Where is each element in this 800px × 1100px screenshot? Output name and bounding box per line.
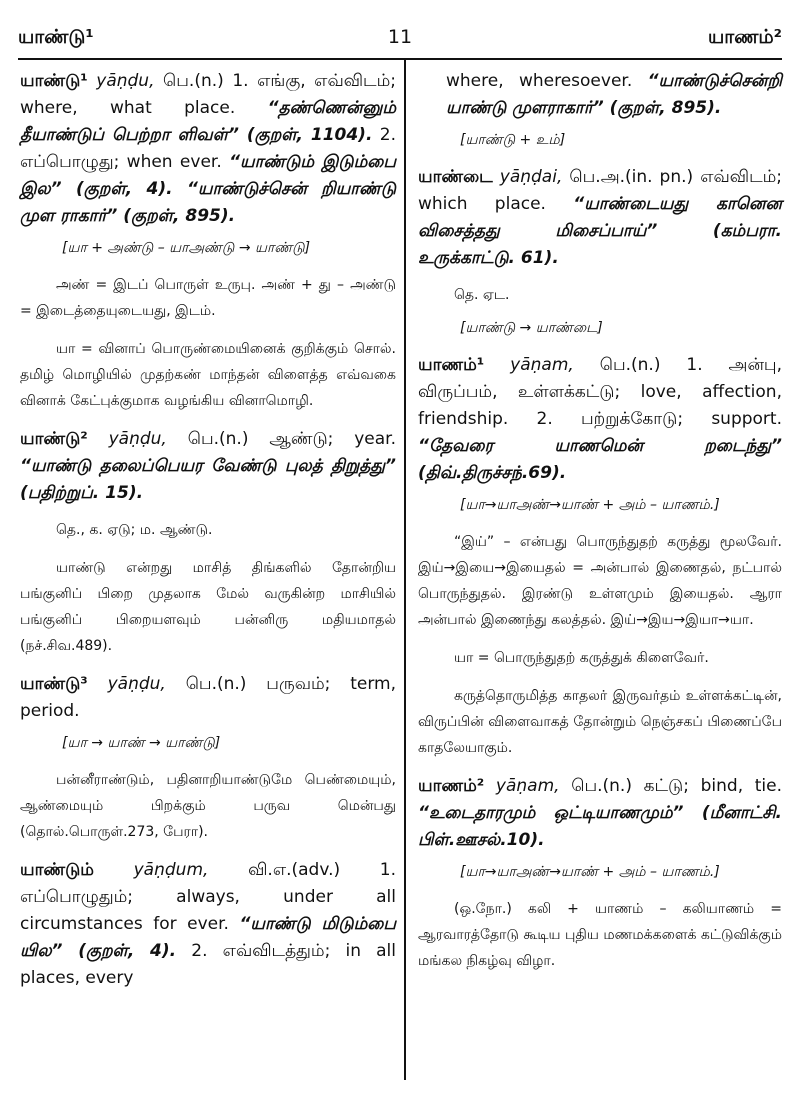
quotation: “யாண்டையது கானென விசைத்தது மிசைப்பாய்” (கம்பரா. உருக்காட்டு. 61). <box>418 194 782 268</box>
quotation: “தேவரை யாணமென் றடைந்து” (திவ்.திருச்சந்.69). <box>418 436 782 483</box>
transliteration: yāṇam, <box>495 776 560 796</box>
note: “இய்” – என்பது பொருந்துதற் கருத்து மூலவேர். இய்→இயை→இயைதல் = அன்பால் இணைதல், நட்பால் பொருந்துதல். இரண்டு உள்ளமும் இயைதல். ஆரா அன்பால் இணைந்து கலத்தல். இய்→இய→இயா→யா. <box>418 534 782 628</box>
cognates: தெ., க. ஏடு; ம. ஆண்டு. <box>56 522 213 538</box>
derivation: [யாண்டு → யாண்டை] <box>460 320 603 336</box>
headword: யாண்டு¹ <box>20 71 88 91</box>
definition: பெ.அ.(in. pn.) எவ்விடம்; which place. <box>418 167 783 214</box>
definition: 2. எப்பொழுது; when ever. <box>20 125 397 172</box>
cognates: தெ. ஏட. <box>454 287 510 303</box>
definition: பெ.(n.) பருவம்; term, period. <box>20 674 397 721</box>
transliteration: yāṇḍai, <box>499 167 563 187</box>
derivation: [யா + அண்டு – யாஅண்டு → யாண்டு] <box>62 240 311 256</box>
entry-yaanam-2 <box>418 773 782 854</box>
entry-yaandu-1 <box>20 68 396 230</box>
guide-word-right: யாணம்² <box>707 26 782 48</box>
entry-continuation <box>446 68 782 122</box>
transliteration: yāṇḍum, <box>133 860 209 880</box>
note: கருத்தொருமித்த காதலர் இருவர்தம் உள்ளக்கட்டின், விருப்பின் விளைவாகத் தோன்றும் நெஞ்சகப் பிணைப்பே காதலேயாகும். <box>418 688 782 756</box>
note: யா = பொருந்துதற் கருத்துக் கிளைவேர். <box>454 650 709 666</box>
derivation: [யா→யாஅண்→யாண் + அம் – யாணம்.] <box>460 497 720 513</box>
entry-yaandum <box>20 857 396 992</box>
transliteration: yāṇḍu, <box>107 674 166 694</box>
derivation: [யாண்டு + உம்] <box>460 132 566 148</box>
page-number: 11 <box>387 26 413 48</box>
headword: யாணம்² <box>418 776 485 796</box>
headword: யாண்டு² <box>20 429 88 449</box>
quotation: “உடைதாரமும் ஒட்டியாணமும்” (மீனாட்சி. பிள்.ஊசல்.10). <box>418 803 782 850</box>
quotation: “யாண்டு தலைப்பெயர வேண்டு புலத் திறுத்து” (பதிற்றுப். 15). <box>20 456 396 503</box>
page-header <box>18 26 782 54</box>
note: யா = வினாப் பொருண்மையினைக் குறிக்கும் சொல். தமிழ் மொழியில் முதற்கண் மாந்தன் விளைத்த எவ்வகை வினாக் கேட்புக்குமாக வழங்கிய வினாமொழி. <box>20 341 396 409</box>
definition: பெ.(n.) 1. அன்பு, விருப்பம், உள்ளக்கட்டு; love, affection, friendship. 2. பற்றுக்கோடு; support. <box>418 355 782 429</box>
quotation: “யாண்டும் இடும்பை இல” (குறள், 4). “யாண்டுச்சென் றியாண்டு முள ராகார்” (குறள், 895). <box>20 152 396 226</box>
headword: யாண்டு³ <box>20 674 88 694</box>
note: பன்னீராண்டும், பதினாறியாண்டுமே பெண்மையும், ஆண்மையும் பிறக்கும் பருவ மென்பது (தொல்.பொருள்.273, பேரா). <box>20 772 396 840</box>
definition: பெ.(n.) ஆண்டு; year. <box>187 429 397 449</box>
entry-yaandu-2 <box>20 426 396 507</box>
quotation: “யாண்டு மிடும்பை யில” (குறள், 4). <box>20 914 396 961</box>
definition: where, wheresoever. <box>446 71 633 91</box>
quotation: “தண்ணென்னும் தீயாண்டுப் பெற்றா ளிவள்” (குறள், 1104). <box>20 98 396 145</box>
header-rule <box>18 58 782 60</box>
note: யாண்டு என்றது மாசித் திங்களில் தோன்றிய பங்குனிப் பிறை முதலாக மேல் வருகின்ற மாசியில் பங்குனிப் பிறையளவும் பன்னிரு மதியமாதல் (நச்.சிவ.489). <box>20 560 396 654</box>
note: (ஒ.நோ.) கலி + யாணம் – கலியாணம் = ஆரவாரத்தோடு கூடிய புதிய மணமக்களைக் கட்டுவிக்கும் மங்கல நிகழ்வு விழா. <box>418 901 782 969</box>
headword: யாண்டை <box>418 167 493 187</box>
headword: யாணம்¹ <box>418 355 485 375</box>
quotation: “யாண்டுச்சென்றி யாண்டு முளராகார்” (குறள், 895). <box>446 71 782 118</box>
right-column <box>418 68 782 986</box>
definition: பெ.(n.) கட்டு; bind, tie. <box>571 776 783 796</box>
derivation: [யா → யாண் → யாண்டு] <box>62 735 221 751</box>
guide-word-left: யாண்டு¹ <box>18 26 94 48</box>
headword: யாண்டும் <box>20 860 94 880</box>
definition: வி.எ.(adv.) 1. எப்பொழுதும்; always, under all circumstances for ever. <box>20 860 397 934</box>
derivation: [யா→யாஅண்→யாண் + அம் – யாணம்.] <box>460 864 720 880</box>
definition: 2. எவ்விடத்தும்; in all places, every <box>20 941 397 988</box>
transliteration: yāṇḍu, <box>96 71 155 91</box>
entry-yaandu-3 <box>20 671 396 725</box>
transliteration: yāṇḍu, <box>108 429 167 449</box>
definition: பெ.(n.) 1. எங்கு, எவ்விடம்; where, what place. <box>20 71 396 118</box>
column-divider <box>404 60 406 1080</box>
note: அண் = இடப் பொருள் உருபு. அண் + து – அண்டு = இடைத்தையுடையது, இடம். <box>20 277 396 319</box>
entry-yaandai <box>418 164 782 272</box>
entry-yaanam-1 <box>418 352 782 487</box>
left-column <box>20 68 396 1002</box>
transliteration: yāṇam, <box>510 355 574 375</box>
